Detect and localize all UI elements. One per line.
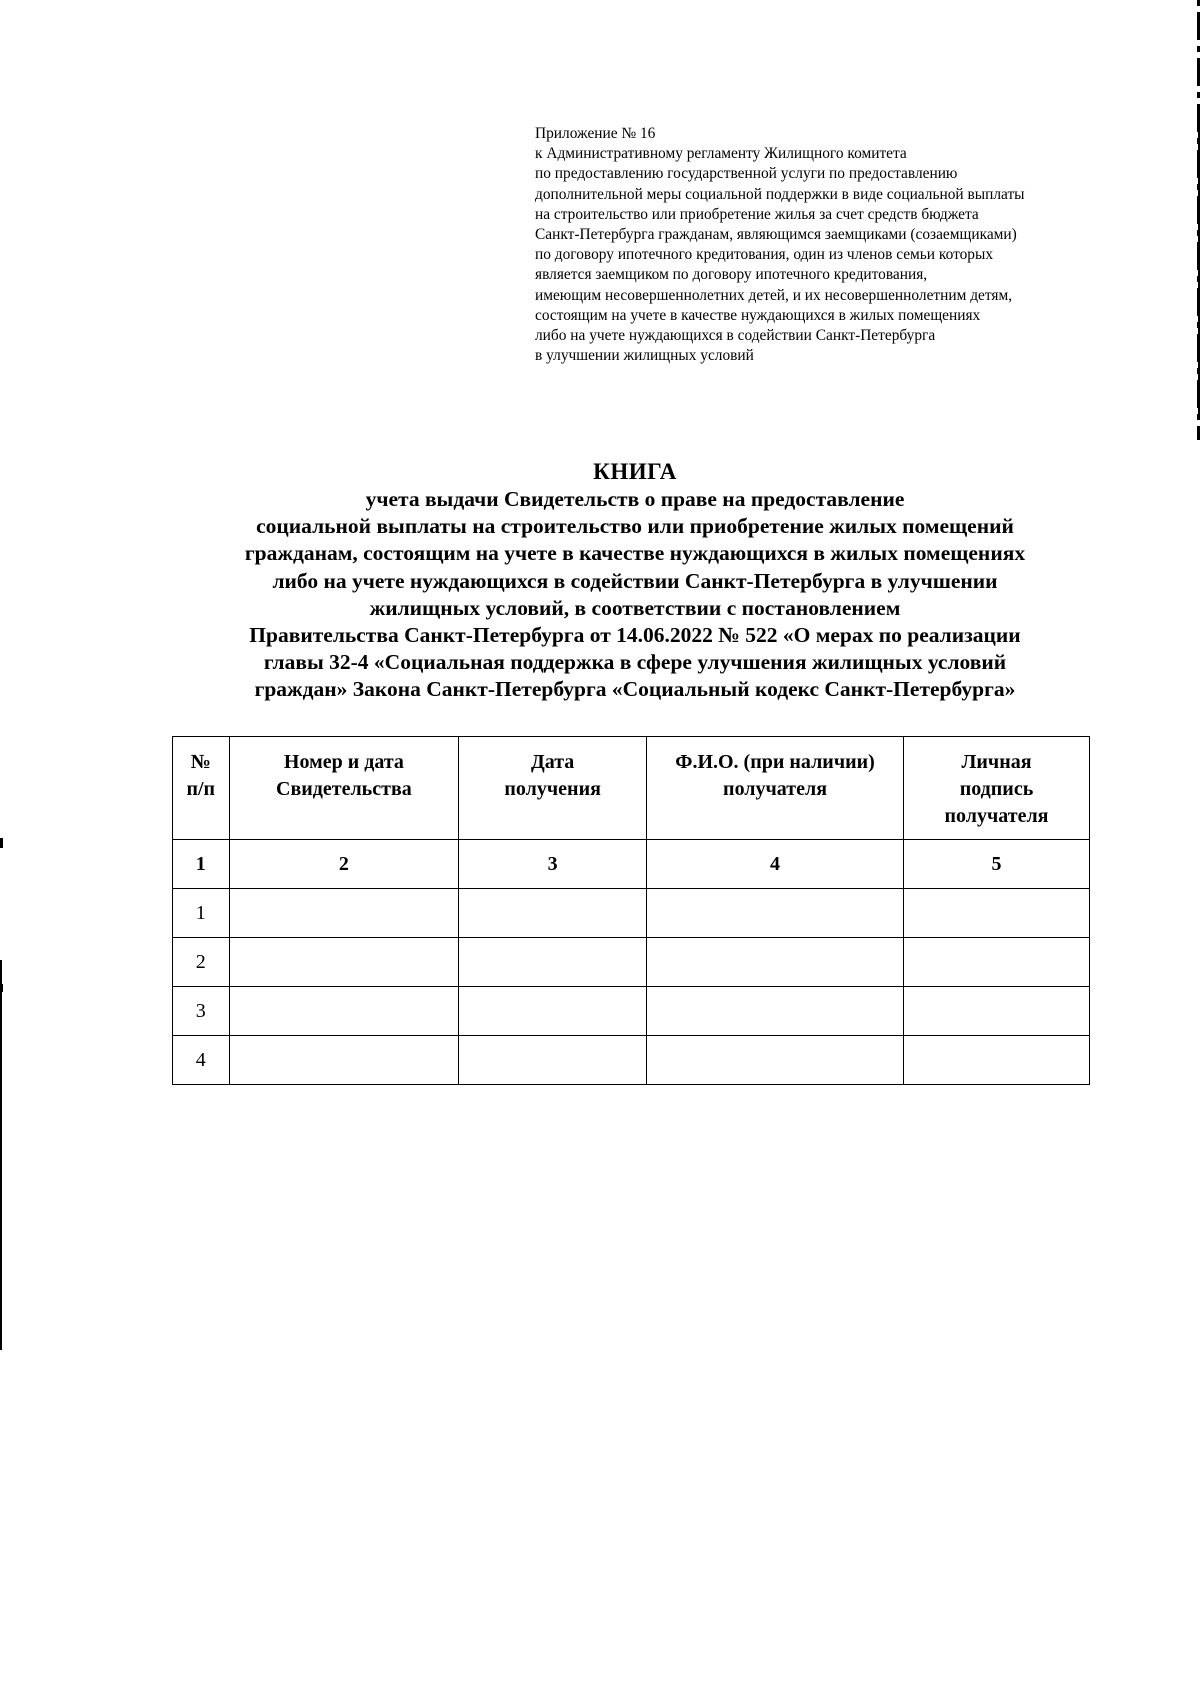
header-text: Номер и дата bbox=[283, 751, 404, 773]
header-text: получателя bbox=[944, 805, 1049, 827]
header-text: получателя bbox=[723, 778, 828, 800]
column-number-cell: 1 bbox=[173, 840, 230, 889]
appendix-line: к Административному регламенту Жилищного комитета bbox=[535, 145, 907, 163]
header-text: Личная bbox=[961, 751, 1032, 773]
header-cell-name bbox=[647, 737, 904, 840]
appendix-line: Приложение № 16 bbox=[535, 125, 656, 142]
column-number-row bbox=[173, 840, 1090, 889]
table-cell bbox=[459, 889, 647, 938]
appendix-line: Санкт-Петербурга гражданам, являющимся заемщиками (созаемщиками) bbox=[535, 226, 1017, 244]
table-cell bbox=[229, 938, 459, 987]
table-cell bbox=[904, 987, 1090, 1036]
column-number-cell: 4 bbox=[647, 840, 904, 889]
table-cell bbox=[459, 938, 647, 987]
table-cell bbox=[904, 889, 1090, 938]
title-line: Правительства Санкт-Петербурга от 14.06.2022 № 522 «О мерах по реализации bbox=[249, 623, 1021, 648]
column-number-cell: 5 bbox=[904, 840, 1090, 889]
records-table bbox=[172, 736, 1090, 1085]
appendix-line: состоящим на учете в качестве нуждающихся в жилых помещениях bbox=[535, 306, 981, 324]
row-number-cell: 3 bbox=[173, 987, 230, 1036]
appendix-line: имеющим несовершеннолетних детей, и их несовершеннолетним детям, bbox=[535, 286, 1013, 304]
header-text: получения bbox=[504, 778, 601, 800]
table-cell bbox=[229, 987, 459, 1036]
appendix-line: либо на учете нуждающихся в содействии Санкт-Петербурга bbox=[535, 327, 936, 345]
title-line: гражданам, состоящим на учете в качестве нуждающихся в жилых помещениях bbox=[244, 541, 1026, 566]
column-number-cell: 2 bbox=[229, 840, 459, 889]
appendix-line: по предоставлению государственной услуги по предоставлению bbox=[535, 165, 958, 183]
header-text: № bbox=[190, 751, 211, 773]
scan-edge-artifact bbox=[0, 838, 3, 848]
header-text: Ф.И.О. (при наличии) bbox=[675, 751, 875, 773]
column-number-cell: 3 bbox=[459, 840, 647, 889]
appendix-line: дополнительной меры социальной поддержки в виде социальной выплаты bbox=[535, 185, 1025, 203]
table-cell bbox=[459, 1036, 647, 1085]
appendix-header bbox=[535, 124, 1155, 366]
header-text: п/п bbox=[186, 778, 216, 800]
header-cell-date bbox=[459, 737, 647, 840]
appendix-line: по договору ипотечного кредитования, один из членов семьи которых bbox=[535, 246, 994, 264]
table-cell bbox=[229, 889, 459, 938]
table-row bbox=[173, 889, 1090, 938]
title-line: главы 32-4 «Социальная поддержка в сфере улучшения жилищных условий bbox=[263, 650, 1007, 675]
table-header-row bbox=[173, 737, 1090, 840]
row-number-cell: 2 bbox=[173, 938, 230, 987]
title-line: граждан» Закона Санкт-Петербурга «Социальный кодекс Санкт-Петербурга» bbox=[254, 677, 1016, 702]
appendix-line: в улучшении жилищных условий bbox=[535, 347, 754, 365]
header-cell-certificate bbox=[229, 737, 459, 840]
header-text: подпись bbox=[959, 778, 1034, 800]
title-line: жилищных условий, в соответствии с постановлением bbox=[369, 595, 901, 620]
table-cell bbox=[647, 987, 904, 1036]
title-line: социальной выплаты на строительство или приобретение жилых помещений bbox=[256, 514, 1014, 539]
scan-edge-artifact bbox=[0, 960, 2, 1350]
table-row bbox=[173, 987, 1090, 1036]
table-cell bbox=[904, 938, 1090, 987]
title-line: учета выдачи Свидетельств о праве на предоставление bbox=[365, 487, 905, 511]
header-cell-signature bbox=[904, 737, 1090, 840]
appendix-line: на строительство или приобретение жилья за счет средств бюджета bbox=[535, 205, 979, 223]
title-main: КНИГА bbox=[593, 459, 677, 484]
table-cell bbox=[229, 1036, 459, 1085]
appendix-line: является заемщиком по договору ипотечного кредитования, bbox=[535, 266, 928, 284]
table-row bbox=[173, 1036, 1090, 1085]
header-cell-number bbox=[173, 737, 230, 840]
table-cell bbox=[459, 987, 647, 1036]
table-cell bbox=[647, 938, 904, 987]
table-cell bbox=[647, 889, 904, 938]
row-number-cell: 4 bbox=[173, 1036, 230, 1085]
header-text: Дата bbox=[531, 751, 575, 773]
table-row bbox=[173, 938, 1090, 987]
document-title bbox=[120, 458, 1150, 704]
scan-edge-artifact bbox=[0, 984, 3, 992]
table-cell bbox=[647, 1036, 904, 1085]
table-cell bbox=[904, 1036, 1090, 1085]
row-number-cell: 1 bbox=[173, 889, 230, 938]
header-text: Свидетельства bbox=[276, 778, 412, 800]
title-line: либо на учете нуждающихся в содействии Санкт-Петербурга в улучшении bbox=[272, 568, 998, 593]
